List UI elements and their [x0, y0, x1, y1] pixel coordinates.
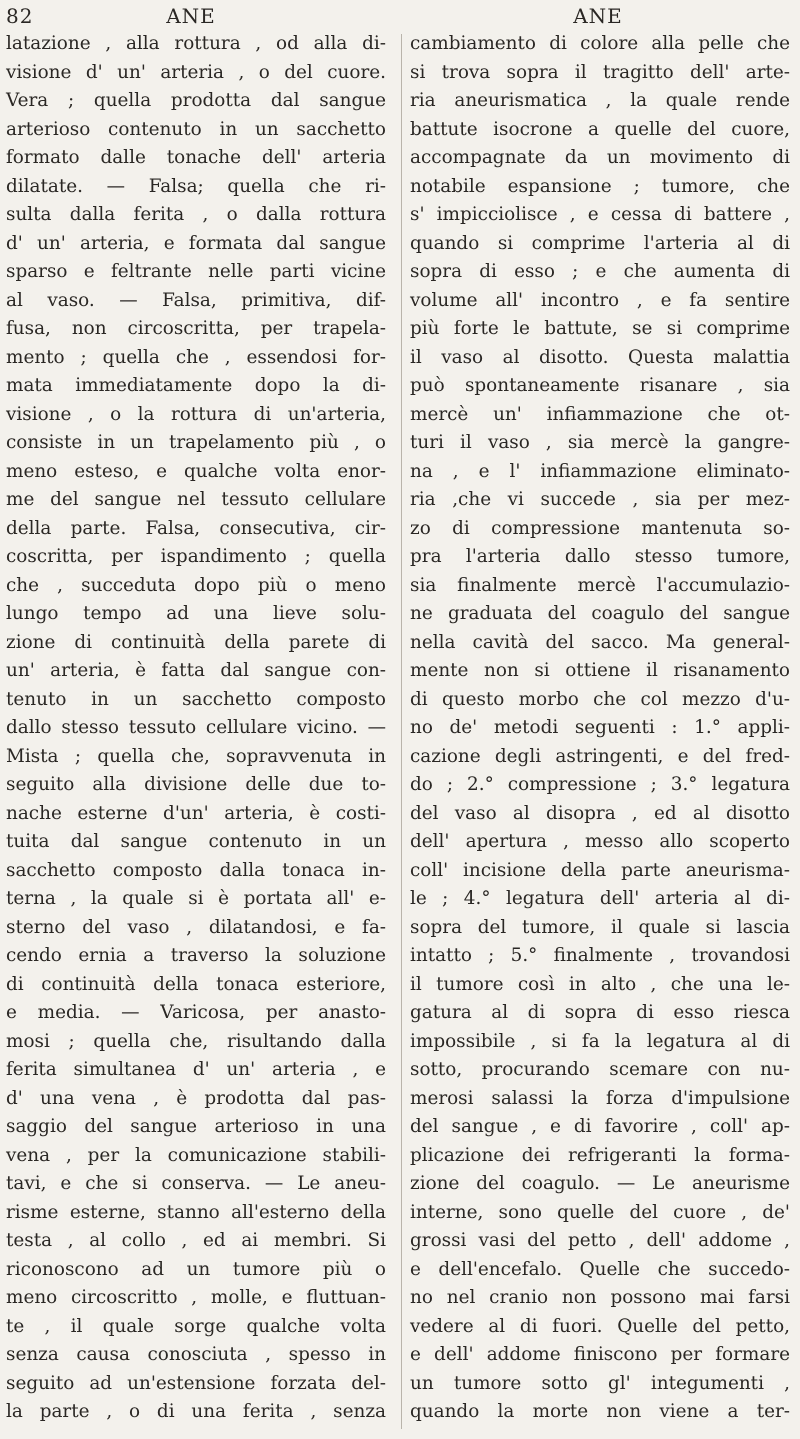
text-line: meno circoscritto , molle, e fluttuan- [6, 1287, 386, 1308]
text-line: pra l'arteria dallo stesso tumore, [410, 546, 790, 567]
text-line: battute isocrone a quelle del cuore, [410, 118, 790, 140]
text-line: e media. — Varicosa, per anasto- [6, 1002, 386, 1023]
text-line: consiste in un trapelamento più , o [6, 432, 386, 453]
text-line: plicazione dei refrigeranti la forma- [410, 1144, 790, 1166]
text-line: ria aneurismatica , la quale rende [410, 90, 790, 111]
text-line: un' arteria, è fatta dal sangue con- [6, 660, 386, 681]
text-line: meno esteso, e qualche volta enor- [6, 460, 386, 482]
text-line: sulta dalla ferita , o dalla rottura [6, 204, 386, 225]
text-line: sacchetto composto dalla tonaca in- [6, 859, 386, 881]
text-line: nache esterne d'un' arteria, è costi- [6, 802, 386, 824]
text-line: interne, sono quelle del cuore , de' [410, 1201, 790, 1223]
text-line: di continuità della tonaca esteriore, [6, 973, 386, 995]
text-line: nella cavità del sacco. Ma general- [410, 631, 790, 653]
text-line: cazione degli astringenti, e del fred- [410, 745, 790, 767]
text-line: visione , o la rottura di un'arteria, [6, 403, 386, 425]
text-line: Mista ; quella che, sopravvenuta in [6, 745, 386, 767]
text-line: senza causa conosciuta , spesso in [6, 1344, 386, 1365]
text-line: formato dalle tonache dell' arteria [6, 147, 386, 168]
text-line: seguito alla divisione delle due to- [6, 774, 386, 795]
text-line: intatto ; 5.° finalmente , trovandosi [410, 945, 790, 966]
text-line: tuita dal sangue contenuto in un [6, 831, 386, 852]
left-column [6, 30, 386, 1427]
text-line: visione d' un' arteria , o del cuore. [6, 61, 386, 83]
text-line: fusa, non circoscritta, per trapela- [6, 318, 386, 339]
text-line: zione di continuità della parete di [6, 631, 386, 653]
text-line: di questo morbo che col mezzo d'u- [410, 688, 790, 710]
text-line: latazione , alla rottura , od alla di- [6, 33, 386, 54]
text-line: na , e l' infiammazione eliminato- [410, 460, 790, 482]
text-line: testa , al collo , ed ai membri. Si [6, 1230, 386, 1251]
text-line: al vaso. — Falsa, primitiva, dif- [6, 289, 386, 311]
text-line: te , il quale sorge qualche volta [6, 1315, 386, 1337]
text-line: mento ; quella che , essendosi for- [6, 346, 386, 368]
text-line: no nel cranio non possono mai farsi [410, 1287, 790, 1308]
text-line: no de' metodi seguenti : 1.° appli- [410, 717, 790, 738]
text-line: sopra di esso ; e che aumenta di [410, 261, 790, 282]
text-line: grossi vasi del petto , dell' addome , [410, 1230, 790, 1251]
text-line: zo di compressione mantenuta so- [410, 517, 790, 539]
text-line: può spontaneamente risanare , sia [410, 375, 790, 396]
text-line: do ; 2.° compressione ; 3.° legatura [410, 774, 790, 795]
page-number: 82 [6, 4, 34, 28]
text-line: ne graduata del coagulo del sangue [410, 603, 790, 624]
text-line: le ; 4.° legatura dell' arteria al di- [410, 888, 790, 909]
text-line: riconoscono ad un tumore più o [6, 1258, 386, 1280]
text-line: quando la morte non viene a ter- [410, 1401, 790, 1422]
text-line: dell' apertura , messo allo scoperto [410, 831, 790, 852]
column-divider [401, 34, 402, 1429]
text-line: quando si comprime l'arteria al di [410, 232, 790, 254]
text-line: vena , per la comunicazione stabili- [6, 1144, 386, 1166]
running-head-right: ANE [573, 4, 623, 28]
text-line: coscritta, per ispandimento ; quella [6, 546, 386, 567]
running-header [0, 4, 800, 30]
text-line: merosi salassi la forza d'impulsione [410, 1087, 790, 1109]
text-line: risme esterne, stanno all'esterno della [6, 1201, 386, 1223]
text-line: Vera ; quella prodotta dal sangue [6, 90, 386, 111]
text-line: coll' incisione della parte aneurisma- [410, 859, 790, 881]
text-line: turi il vaso , sia mercè la gangre- [410, 432, 790, 453]
text-line: mata immediatamente dopo la di- [6, 375, 386, 396]
text-line: cendo ernia a traverso la soluzione [6, 945, 386, 966]
text-line: cambiamento di colore alla pelle che [410, 33, 790, 54]
text-line: zione del coagulo. — Le aneurisme [410, 1173, 790, 1194]
text-line: mente non si ottiene il risanamento [410, 660, 790, 681]
text-line: la parte , o di una ferita , senza [6, 1401, 386, 1422]
text-line: un tumore sotto gl' integumenti , [410, 1372, 790, 1394]
text-line: lungo tempo ad una lieve solu- [6, 603, 386, 624]
text-line: d' un' arteria, e formata dal sangue [6, 232, 386, 254]
text-line: notabile espansione ; tumore, che [410, 175, 790, 197]
text-line: il tumore così in alto , che una le- [410, 973, 790, 995]
text-line: saggio del sangue arterioso in una [6, 1116, 386, 1137]
text-line: accompagnate da un movimento di [410, 147, 790, 168]
text-line: mercè un' infiammazione che ot- [410, 403, 790, 425]
text-line: tavi, e che si conserva. — Le aneu- [6, 1173, 386, 1194]
text-line: più forte le battute, se si comprime [410, 318, 790, 339]
text-line: tenuto in un sacchetto composto [6, 688, 386, 710]
text-line: del vaso al disopra , ed al disotto [410, 802, 790, 824]
text-line: che , succeduta dopo più o meno [6, 574, 386, 596]
text-line: impossibile , si fa la legatura al di [410, 1030, 790, 1052]
text-line: si trova sopra il tragitto dell' arte- [410, 61, 790, 83]
text-line: arterioso contenuto in un sacchetto [6, 118, 386, 140]
text-line: mosi ; quella che, risultando dalla [6, 1030, 386, 1052]
text-line: d' una vena , è prodotta dal pas- [6, 1087, 386, 1109]
text-line: e dell' addome finiscono per formare [410, 1344, 790, 1365]
text-line: volume all' incontro , e fa sentire [410, 289, 790, 311]
text-line: me del sangue nel tessuto cellulare [6, 489, 386, 510]
text-line: del sangue , e di favorire , coll' ap- [410, 1116, 790, 1137]
text-line: dallo stesso tessuto cellulare vicino. — [6, 717, 386, 738]
right-column [410, 30, 790, 1427]
text-line: sopra del tumore, il quale si lascia [410, 916, 790, 938]
text-line: s' impicciolisce , e cessa di battere , [410, 204, 790, 225]
text-line: vedere al di fuori. Quelle del petto, [410, 1315, 790, 1337]
text-line: ferita simultanea d' un' arteria , e [6, 1059, 386, 1080]
text-line: seguito ad un'estensione forzata del- [6, 1372, 386, 1394]
text-line: e dell'encefalo. Quelle che succedo- [410, 1258, 790, 1280]
text-line: il vaso al disotto. Questa malattia [410, 346, 790, 368]
text-line: ria ,che vi succede , sia per mez- [410, 489, 790, 510]
text-line: sterno del vaso , dilatandosi, e fa- [6, 916, 386, 938]
text-line: sotto, procurando scemare con nu- [410, 1059, 790, 1080]
text-line: sparso e feltrante nelle parti vicine [6, 261, 386, 282]
text-line: sia finalmente mercè l'accumulazio- [410, 574, 790, 596]
text-line: terna , la quale si è portata all' e- [6, 888, 386, 909]
text-line: gatura al di sopra di esso riesca [410, 1002, 790, 1023]
text-line: della parte. Falsa, consecutiva, cir- [6, 517, 386, 539]
text-line: dilatate. — Falsa; quella che ri- [6, 175, 386, 197]
running-head-left: ANE [166, 4, 216, 28]
